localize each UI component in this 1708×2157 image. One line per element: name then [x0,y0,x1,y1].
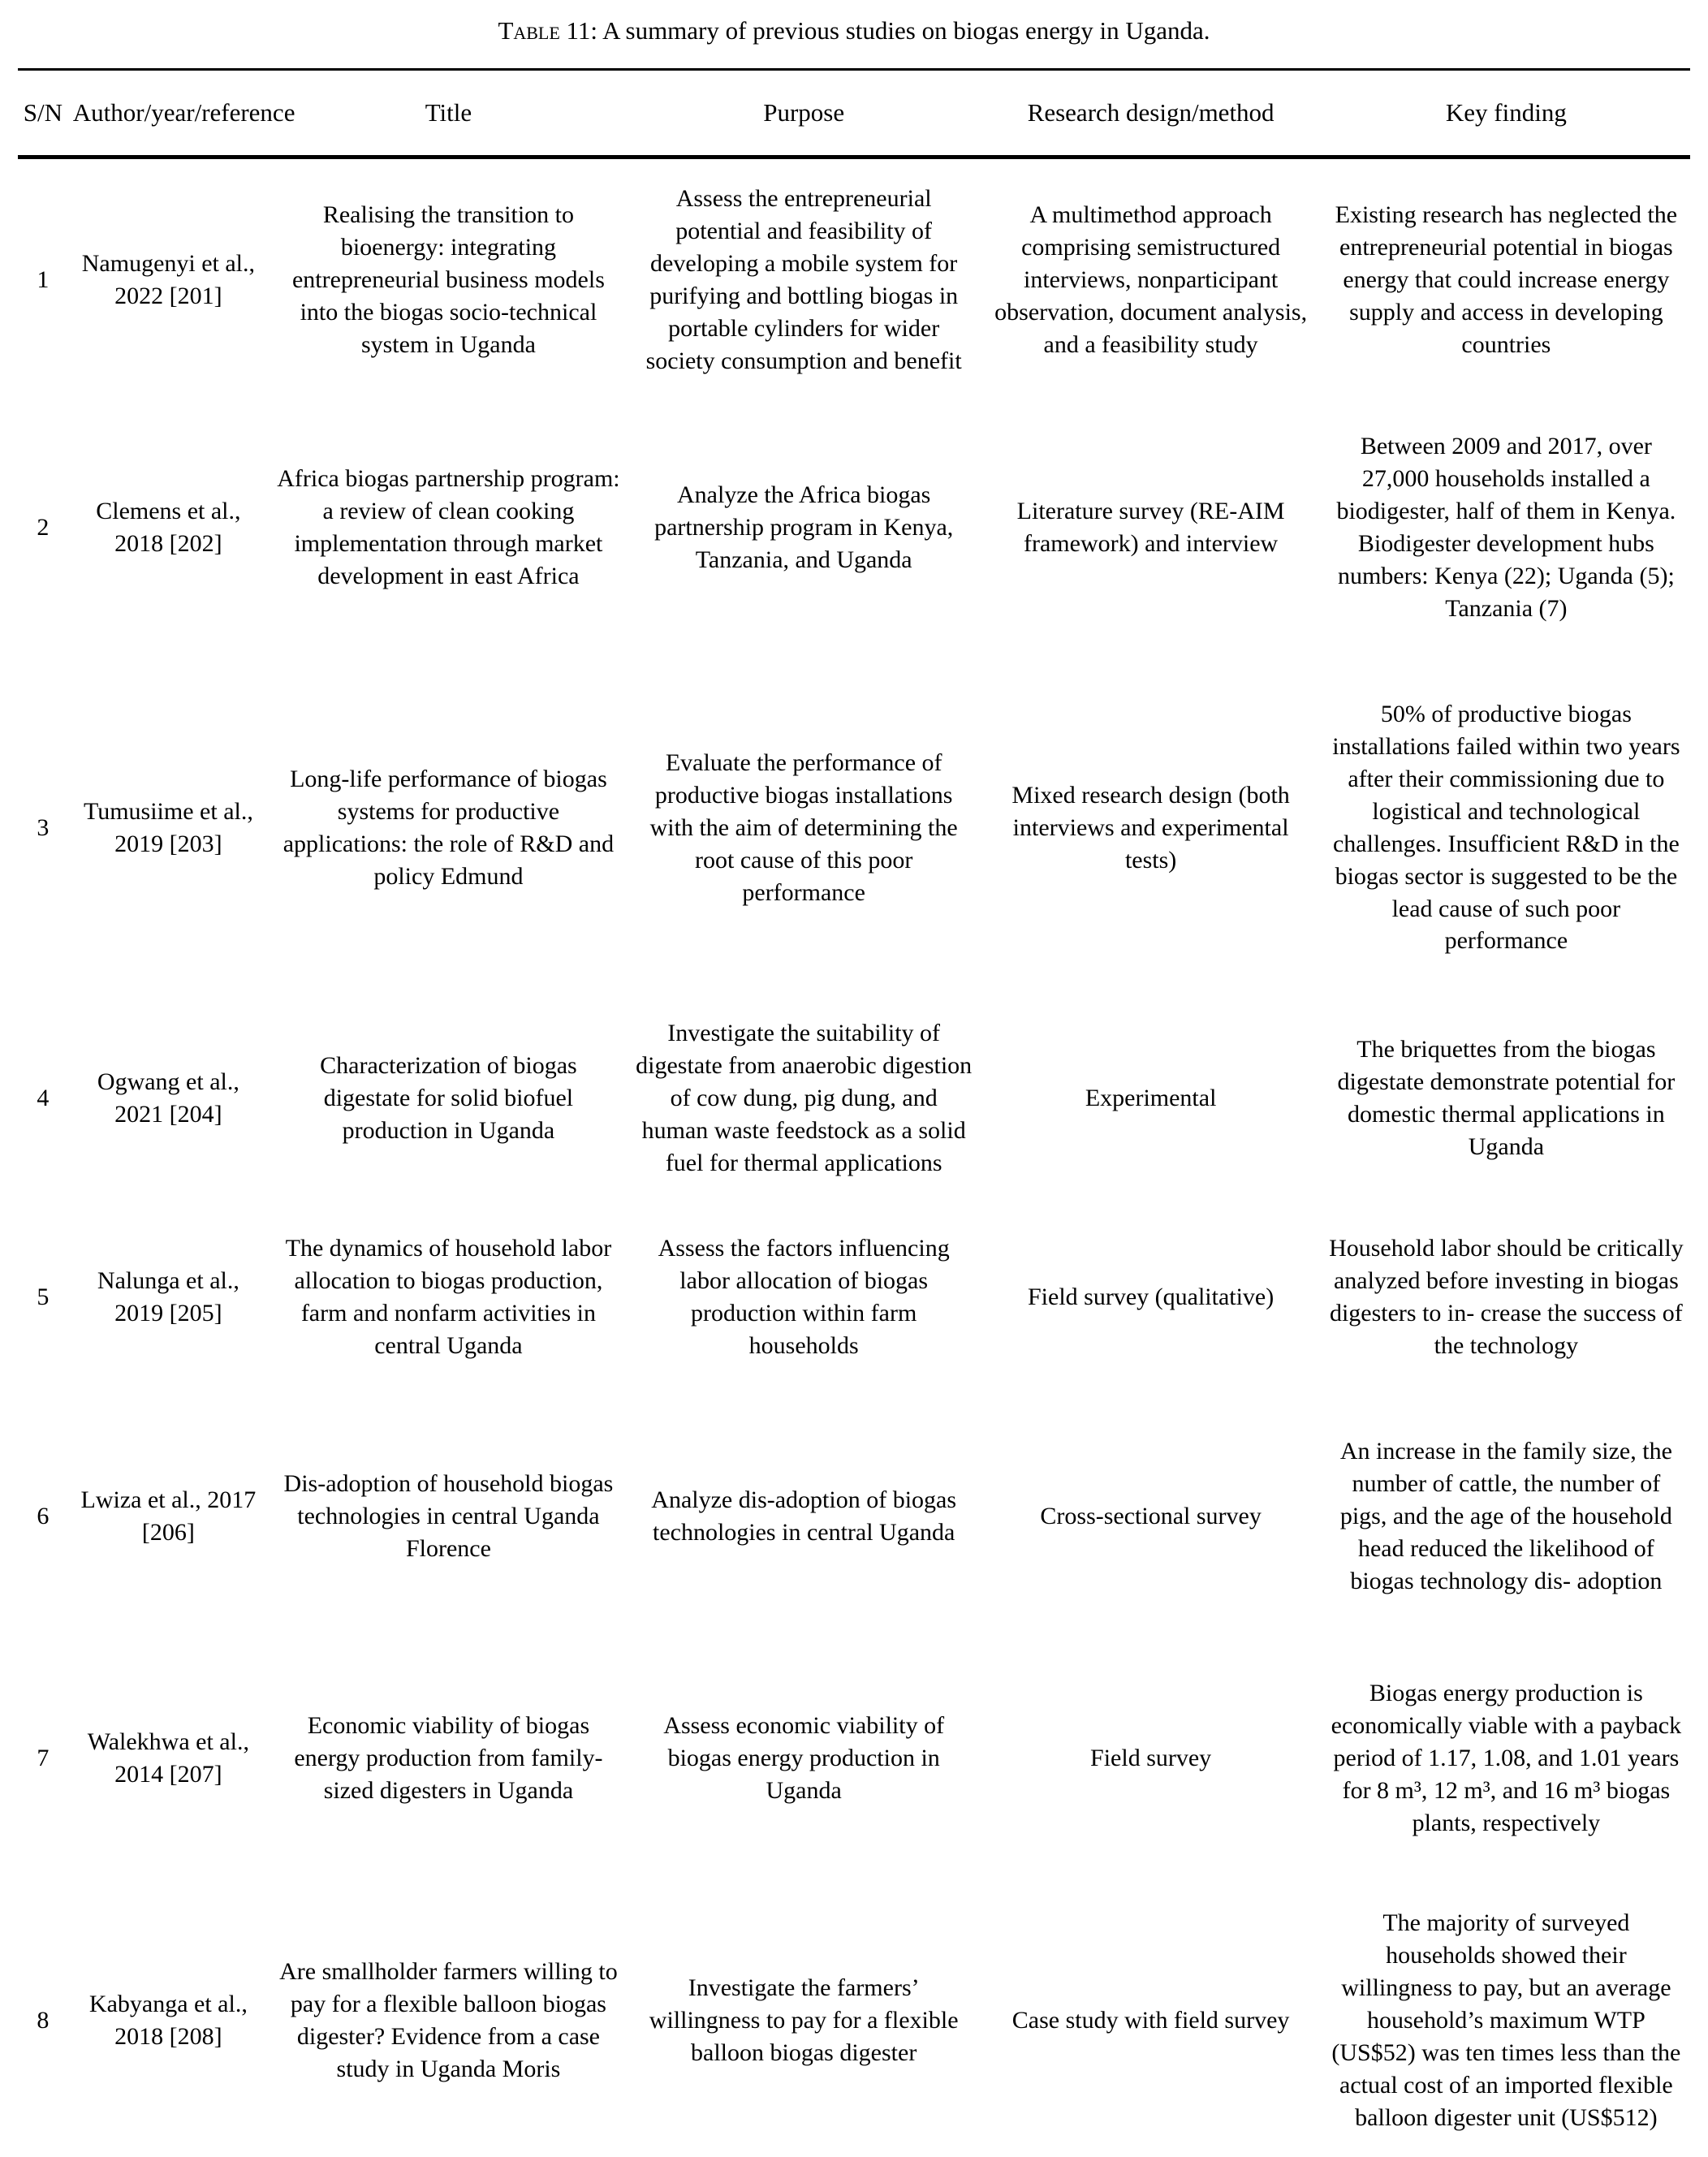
cell-finding: Household labor should be critically analyzed before investing in biogas digesters to in- crease the success of the technology [1329,1235,1684,1359]
cell-author: Ogwang et al., 2021 [204] [97,1068,239,1128]
col-header-purpose: Purpose [628,70,980,157]
table-row [18,1633,1690,1883]
caption-text: A summary of previous studies on biogas energy in Uganda. [602,16,1210,45]
cell-purpose: Investigate the suitability of digestate from anaerobic digestion of cow dung, pig dung, and human waste feedstock as a solid fuel for thermal applications [636,1020,973,1176]
cell-method: Experimental [1085,1084,1217,1111]
col-header-author: Author/year/reference [68,70,269,157]
cell-finding: The majority of surveyed households showed their willingness to pay, but an average household’s maximum WTP (US$52) was ten times less than the actual cost of an imported flexible balloon digester unit (US$512) [1331,1909,1681,2131]
cell-method: Cross-sectional survey [1040,1502,1262,1529]
table-row [18,401,1690,654]
table-row [18,1400,1690,1633]
cell-title: Long-life performance of biogas systems for productive applications: the role of R&D and policy Edmund [283,766,615,890]
table-row [18,654,1690,1002]
cell-method: A multimethod approach comprising semistructured interviews, nonparticipant observation, document analysis, and a feasibility study [994,201,1308,358]
cell-author: Clemens et al., 2018 [202] [96,497,241,557]
cell-author: Nalunga et al., 2019 [205] [97,1266,239,1327]
cell-purpose: Assess the factors influencing labor allocation of biogas production within farm households [658,1235,950,1359]
cell-title: Realising the transition to bioenergy: integrating entrepreneurial business models into the biogas socio-technical system in Uganda [291,201,605,358]
cell-author: Tumusiime et al., 2019 [203] [83,797,253,857]
cell-title: Are smallholder farmers willing to pay for a flexible balloon biogas digester? Evidence from a case study in Uganda Moris [279,1958,618,2082]
cell-finding: Between 2009 and 2017, over 27,000 households installed a biodigester, half of them in Kenya. Biodigester development hubs numbers: Kenya (22); Uganda (5); Tanzania (7) [1336,433,1676,622]
cell-finding: An increase in the family size, the number of cattle, the number of pigs, and the age of the household head reduced the likelihood of biogas technology dis- adoption [1339,1438,1672,1594]
cell-method: Literature survey (RE-AIM framework) and interview [1016,497,1285,557]
cell-finding: Biogas energy production is economically viable with a payback period of 1.17, 1.08, and 1.01 years for 8 m³, 12 m³, and 16 m³ biogas plants, respectively [1331,1680,1682,1836]
cell-sn: 2 [37,513,50,541]
table-row [18,1883,1690,2157]
cell-sn: 8 [37,2006,50,2034]
cell-title: Economic viability of biogas energy production from family-sized digesters in Uganda [294,1711,603,1804]
cell-method: Case study with field survey [1011,2006,1290,2034]
studies-table [18,68,1690,2157]
cell-finding: The briquettes from the biogas digestate demonstrate potential for domestic thermal applications in Uganda [1337,1036,1676,1160]
cell-sn: 6 [37,1502,50,1529]
cell-purpose: Assess the entrepreneurial potential and feasibility of developing a mobile system for purifying and bottling biogas in portable cylinders for wider society consumption and benefit [645,185,962,374]
cell-method: Mixed research design (both interviews and experimental tests) [1011,781,1290,874]
cell-purpose: Investigate the farmers’ willingness to pay for a flexible balloon biogas digester [649,1974,959,2066]
table-row [18,1195,1690,1400]
table-row [18,157,1690,401]
cell-author: Namugenyi et al., 2022 [201] [81,250,256,310]
cell-title: Africa biogas partnership program: a review of clean cooking implementation through market development in east Africa [277,465,620,589]
table-caption [18,15,1690,47]
cell-sn: 7 [37,1744,50,1771]
cell-purpose: Analyze dis-adoption of biogas technologies in central Uganda [651,1486,957,1546]
cell-sn: 3 [37,813,50,841]
cell-sn: 1 [37,266,50,294]
table-header-row [18,70,1690,157]
table-row [18,1002,1690,1195]
cell-title: Dis-adoption of household biogas technologies in central Uganda Florence [283,1469,614,1562]
cell-sn: 4 [37,1084,50,1111]
cell-title: The dynamics of household labor allocation to biogas production, farm and nonfarm activities in central Uganda [285,1235,612,1359]
cell-title: Characterization of biogas digestate for solid biofuel production in Uganda [320,1051,577,1144]
cell-sn: 5 [37,1283,50,1310]
cell-method: Field survey (qualitative) [1027,1283,1275,1310]
cell-author: Kabyanga et al., 2018 [208] [88,1990,248,2050]
cell-purpose: Assess economic viability of biogas energy production in Uganda [663,1711,945,1804]
col-header-title: Title [269,70,628,157]
cell-author: Walekhwa et al., 2014 [207] [87,1728,249,1788]
cell-finding: 50% of productive biogas installations failed within two years after their commissioning due to logistical and technological challenges. Insufficient R&D in the biogas sector is suggested to be the lead cause of such poor performance [1332,701,1680,955]
col-header-sn: S/N [18,70,68,157]
cell-author: Lwiza et al., 2017 [206] [80,1486,257,1546]
cell-finding: Existing research has neglected the entrepreneurial potential in biogas energy that could increase energy supply and access in developing countries [1335,201,1678,358]
cell-purpose: Analyze the Africa biogas partnership program in Kenya, Tanzania, and Uganda [654,481,954,573]
col-header-method: Research design/method [979,70,1322,157]
cell-purpose: Evaluate the performance of productive biogas installations with the aim of determining the root cause of this poor performance [649,749,958,906]
cell-method: Field survey [1090,1744,1212,1771]
caption-label: Table 11: [498,16,598,45]
col-header-finding: Key finding [1322,70,1690,157]
